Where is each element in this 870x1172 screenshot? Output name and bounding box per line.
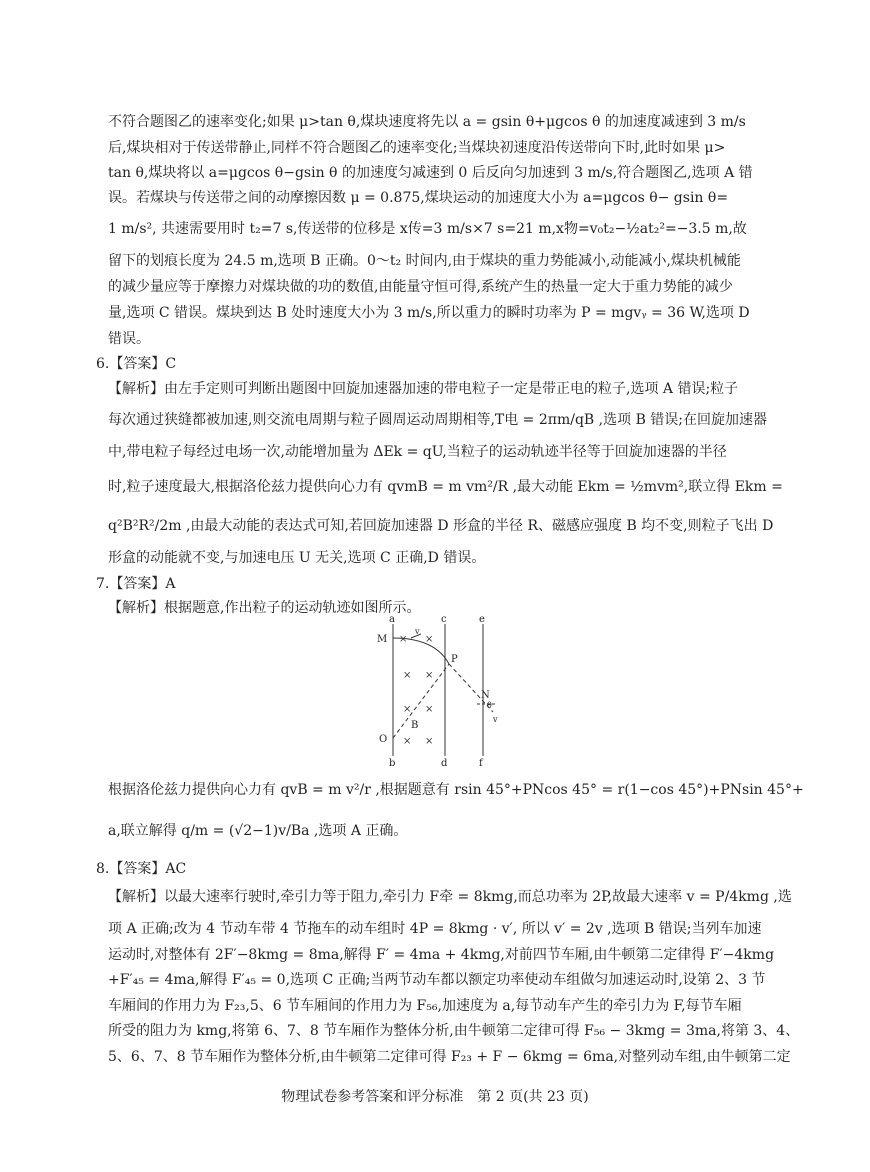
label-M: M bbox=[377, 634, 388, 645]
label-theta: θ bbox=[487, 701, 492, 710]
label-c: c bbox=[441, 616, 447, 625]
text-line: 所受的阻力为 kmg,将第 6、7、8 节车厢作为整体分析,由牛顿第二定律可得 F₅₆ − 3kmg = 3ma,将第 3、4、 bbox=[108, 1023, 800, 1039]
text-line: 的减少量应等于摩擦力对煤块做的功的数值,由能量守恒可得,系统产生的热量一定大于重力势能的减少 bbox=[108, 279, 733, 295]
label-N: N bbox=[481, 690, 490, 701]
text-line: 时,粒子速度最大,根据洛伦兹力提供向心力有 qvmB = m vm²/R ,最大动能 Ekm = ½mvm²,联立得 Ekm = bbox=[108, 479, 783, 495]
text-line: 留下的划痕长度为 24.5 m,选项 B 正确。0～t₂ 时间内,由于煤块的重力势能减小,动能减小,煤块机械能 bbox=[108, 253, 741, 269]
cross: × bbox=[399, 634, 408, 645]
cross: × bbox=[425, 736, 434, 747]
label-f: f bbox=[479, 758, 483, 766]
text-line: 中,带电粒子每经过电场一次,动能增加量为 ΔEk = qU,当粒子的运动轨迹半径等于回旋加速器的半径 bbox=[108, 444, 727, 460]
text-line: q²B²R²/2m ,由最大动能的表达式可知,若回旋加速器 D 形盒的半径 R、磁感应强度 B 均不变,则粒子飞出 D bbox=[108, 518, 774, 534]
text-line: 根据洛伦兹力提供向心力有 qvB = m v²/r ,根据题意有 rsin 45°+PNcos 45° = r(1−cos 45°)+PNsin 45°+ bbox=[108, 782, 804, 798]
answer-heading-8: 8.【答案】AC bbox=[96, 861, 187, 877]
label-b: b bbox=[389, 758, 396, 766]
text-line: tan θ,煤块将以 a=μgcos θ−gsin θ 的加速度匀减速到 0 后反向匀加速到 3 m/s,符合题图乙,选项 A 错 bbox=[108, 165, 753, 181]
label-v-top: v bbox=[415, 627, 420, 636]
text-line: 不符合题图乙的速率变化;如果 μ>tan θ,煤块速度将先以 a = gsin θ+μgcos θ 的加速度减速到 3 m/s bbox=[108, 114, 746, 130]
trajectory-figure bbox=[365, 616, 510, 766]
text-line: 【解析】根据题意,作出粒子的运动轨迹如图所示。 bbox=[108, 600, 421, 616]
text-line: 车厢间的作用力为 F₂₃,5、6 节车厢间的作用力为 F₅₆,加速度为 a,每节动车产生的牵引力为 F,每节车厢 bbox=[108, 998, 742, 1014]
label-P: P bbox=[451, 654, 458, 665]
cross: × bbox=[425, 634, 434, 645]
label-v-bottom: v bbox=[493, 715, 498, 724]
answer-heading-6: 6.【答案】C bbox=[96, 356, 177, 372]
text-line: 1 m/s², 共速需要用时 t₂=7 s,传送带的位移是 x传=3 m/s×7 s=21 m,x物=v₀t₂−½at₂²=−3.5 m,故 bbox=[108, 221, 747, 237]
text-line: 项 A 正确;改为 4 节动车带 4 节拖车的动车组时 4P = 8kmg · v′, 所以 v′ = 2v ,选项 B 错误;当列车加速 bbox=[108, 921, 762, 937]
text-line: 【解析】以最大速率行驶时,牵引力等于阻力,牵引力 F牵 = 8kmg,而总功率为 2P,故最大速率 v = P/4kmg ,选 bbox=[108, 889, 792, 905]
text-line: 误。若煤块与传送带之间的动摩擦因数 μ = 0.875,煤块运动的加速度大小为 a=μgcos θ− gsin θ= bbox=[108, 190, 729, 206]
cross: × bbox=[425, 670, 434, 681]
label-B: B bbox=[411, 720, 419, 731]
text-line: 运动时,对整体有 2F′−8kmg = 8ma,解得 F′ = 4ma + 4kmg,对前四节车厢,由牛顿第二定律得 F′−4kmg bbox=[108, 947, 775, 963]
text-line: 每次通过狭缝都被加速,则交流电周期与粒子圆周运动周期相等,T电 = 2πm/qB ,选项 B 错误;在回旋加速器 bbox=[108, 412, 768, 428]
text-line: +F′₄₅ = 4ma,解得 F′₄₅ = 0,选项 C 正确;当两节动车都以额定功率使动车组做匀加速运动时,设第 2、3 节 bbox=[108, 972, 766, 988]
page-footer: 物理试卷参考答案和评分标准 第 2 页(共 23 页) bbox=[281, 1089, 589, 1105]
label-e: e bbox=[479, 616, 485, 625]
text-line: 量,选项 C 错误。煤块到达 B 处时速度大小为 3 m/s,所以重力的瞬时功率为 P = mgvᵧ = 36 W,选项 D bbox=[108, 305, 750, 321]
text-line: 后,煤块相对于传送带静止,同样不符合题图乙的速率变化;当煤块初速度沿传送带向下时,此时如果 μ> bbox=[108, 140, 726, 156]
text-line: 形盒的动能就不变,与加速电压 U 无关,选项 C 正确,D 错误。 bbox=[108, 550, 486, 566]
text-line: 5、6、7、8 节车厢作为整体分析,由牛顿第二定律可得 F₂₃ + F − 6kmg = 6ma,对整列动车组,由牛顿第二定 bbox=[108, 1049, 791, 1065]
label-a: a bbox=[389, 616, 395, 625]
text-line: 错误。 bbox=[108, 331, 150, 347]
cross: × bbox=[403, 736, 412, 747]
text-line: 【解析】由左手定则可判断出题图中回旋加速器加速的带电粒子一定是带正电的粒子,选项 A 错误;粒子 bbox=[108, 381, 739, 397]
answer-heading-7: 7.【答案】A bbox=[96, 576, 176, 592]
label-d: d bbox=[441, 758, 448, 766]
radius-line bbox=[393, 664, 449, 738]
cross: × bbox=[425, 704, 434, 715]
cross: × bbox=[403, 670, 412, 681]
cross: × bbox=[403, 704, 412, 715]
label-O: O bbox=[379, 734, 388, 745]
text-line: a,联立解得 q/m = (√2−1)v/Ba ,选项 A 正确。 bbox=[108, 823, 408, 839]
